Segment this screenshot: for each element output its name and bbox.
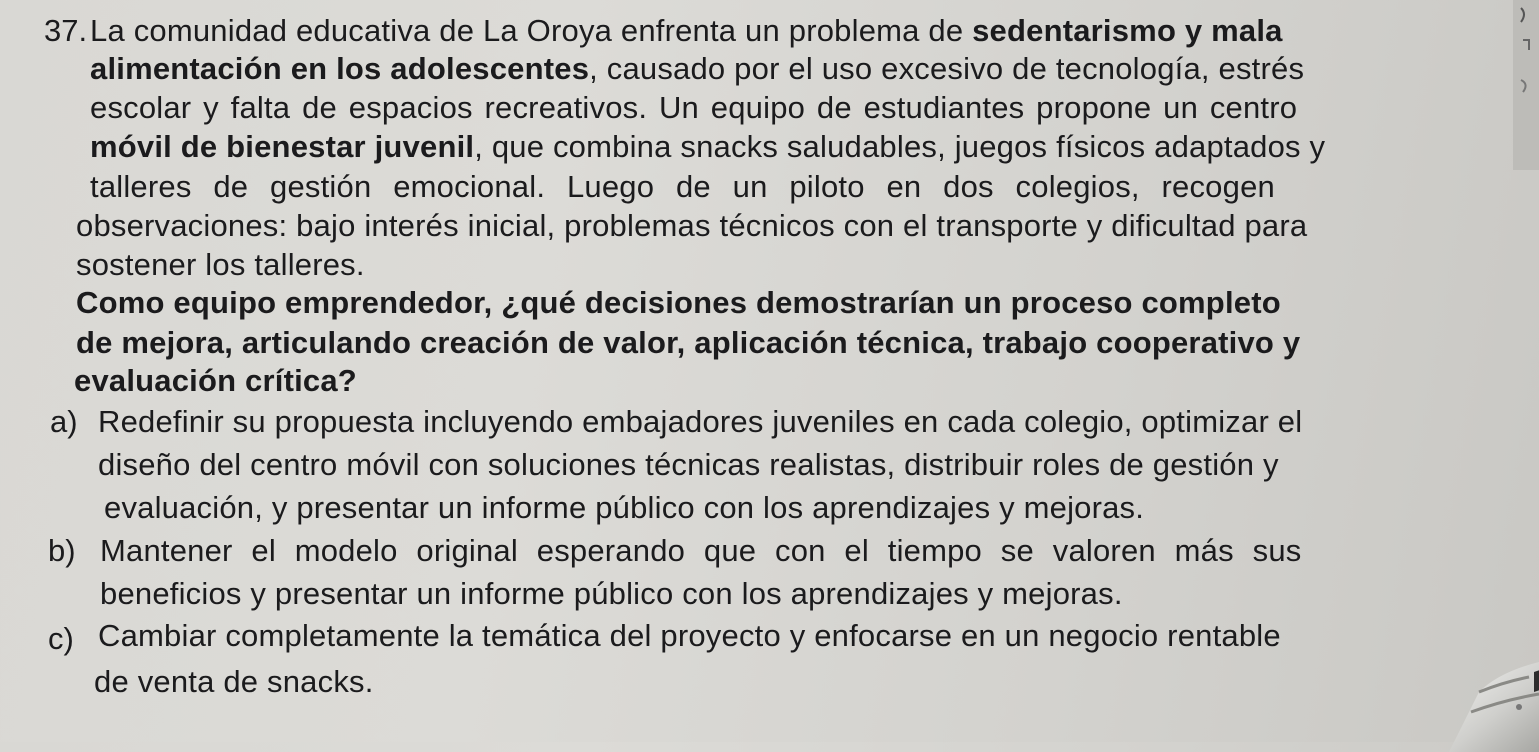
stem-line-7: sostener los talleres. [76,247,365,282]
option-b-line-2: beneficios y presentar un informe público con los aprendizajes y mejoras. [100,576,1123,611]
prompt-line-1: Como equipo emprendedor, ¿qué decisiones demostrarían un proceso completo [76,285,1281,320]
stem-line-3: escolar y falta de espacios recreativos. Un equipo de estudiantes propone un centro [90,90,1298,125]
stem-line-2: alimentación en los adolescentes, causado por el uso excesivo de tecnología, estrés [90,51,1305,86]
stem-line-1-text: La comunidad educativa de La Oroya enfrenta un problema de sedentarismo y mala [90,13,1283,48]
option-a-letter: a) [50,404,78,439]
option-c-line-2: de venta de snacks. [94,664,374,699]
option-a-line-3: evaluación, y presentar un informe público con los aprendizajes y mejoras. [104,490,1145,525]
option-b-letter: b) [48,533,76,568]
option-c-letter: c) [48,621,74,656]
option-b-line-1: Mantener el modelo original esperando que con el tiempo se valoren más sus [100,533,1302,568]
stem-line-5: talleres de gestión emocional. Luego de un piloto en dos colegios, recogen [90,169,1275,204]
option-a-line-1: Redefinir su propuesta incluyendo embajadores juveniles en cada colegio, optimizar el [98,404,1303,439]
option-a-line-2: diseño del centro móvil con soluciones técnicas realistas, distribuir roles de gestión y [98,447,1279,482]
question-number: 37. [44,13,88,48]
stem-line-4: móvil de bienestar juvenil, que combina snacks saludables, juegos físicos adaptados y [90,129,1326,164]
prompt-line-3: evaluación crítica? [74,363,357,398]
page-edge-shadow [1499,0,1539,170]
option-c-line-1: Cambiar completamente la temática del proyecto y enfocarse en un negocio rentable [98,618,1281,653]
stem-line-6: observaciones: bajo interés inicial, problemas técnicos con el transporte y dificultad para [76,208,1308,243]
stem-line-1 [90,12,1490,50]
pencil-eraser-icon [1409,632,1539,752]
prompt-line-2: de mejora, articulando creación de valor, aplicación técnica, trabajo cooperativo y [76,325,1301,360]
